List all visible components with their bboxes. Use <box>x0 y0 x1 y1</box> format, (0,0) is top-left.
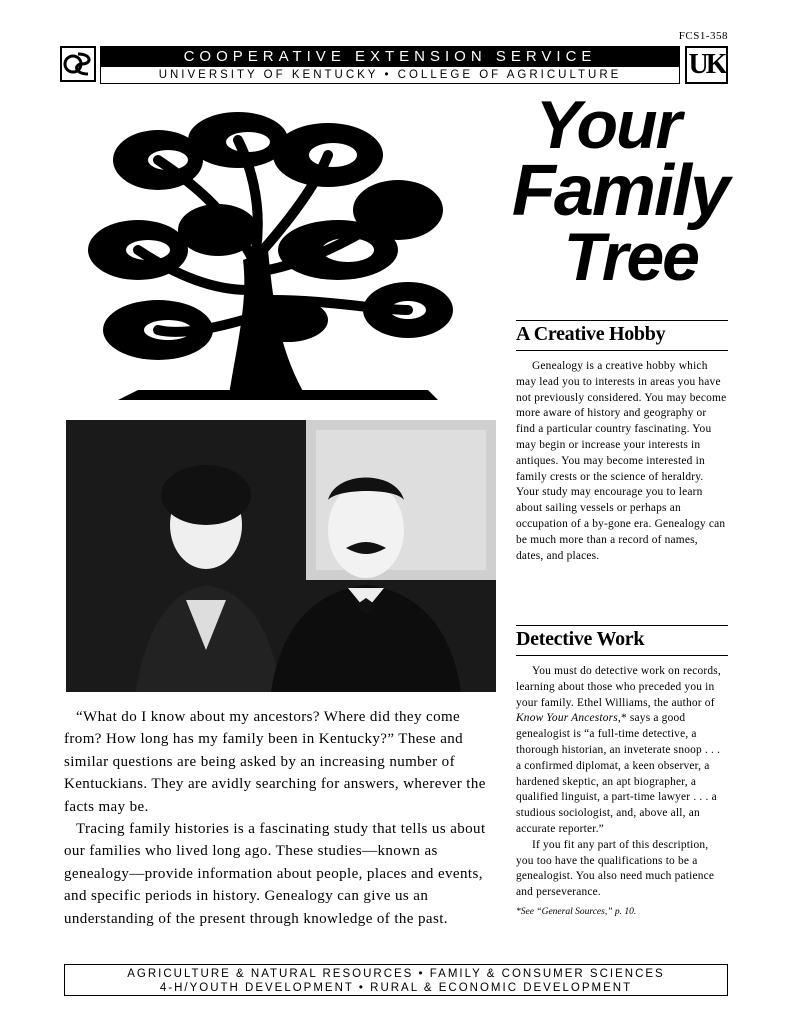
section-creative-hobby <box>516 320 728 564</box>
extension-service-title: COOPERATIVE EXTENSION SERVICE <box>101 47 679 67</box>
page-title <box>511 87 728 295</box>
program-areas-footer <box>64 964 728 996</box>
university-college-line: UNIVERSITY OF KENTUCKY • COLLEGE OF AGRICULTURE <box>158 69 622 81</box>
section-heading: Detective Work <box>516 625 728 656</box>
book-title: Know Your Ancestors <box>516 712 618 725</box>
footer-line-1: AGRICULTURE & NATURAL RESOURCES • FAMILY & CONSUMER SCIENCES <box>127 968 665 980</box>
section-body: Genealogy is a creative hobby which may lead you to interests in areas you have not previously considered. You may become more aware of history and geography or find a particular country fascinating. You may begin or increase your interests in antiques. You may become interested in family crests or the science of heraldry. Your study may encourage you to learn about sailing vessels or perhaps an occupation of a by-gone era. Genealogy can be much more than a record of names, dates, and places. <box>516 360 727 562</box>
section-detective-work <box>516 625 728 917</box>
section-body <box>516 664 728 838</box>
footnote: *See “General Sources,” p. 10. <box>516 906 637 917</box>
title-line-2: Family <box>511 151 728 231</box>
ancestors-portrait-photo <box>66 420 496 692</box>
body-text: ,* says a good genealogist is “a full-time detective, a thorough historian, an inveterate snoop . . . a confirmed diplomat, a keen observer, a hardened skeptic, an apt biographer, a qualified linguist, a part-time lawyer . . . a studious sociologist, and, above all, an accurate reporter.” <box>516 712 721 835</box>
tree-illustration <box>78 100 468 410</box>
section-heading: A Creative Hobby <box>516 320 728 351</box>
body-text: You must do detective work on records, learning about those who preceded you in your family. Ethel Williams, the author of <box>516 665 721 709</box>
extension-header <box>60 46 728 84</box>
intro-paragraph-1: “What do I know about my ancestors? Where did they come from? How long has my family been in Kentucky?” These and similar questions are being asked by an increasing number of Kentuckians. They are avidly searching for answers, wherever the facts may be. <box>64 709 486 815</box>
uk-logo: UK <box>685 46 728 84</box>
document-code: FCS1-358 <box>678 30 728 42</box>
extension-logo-icon <box>60 46 96 82</box>
section-body-2: If you fit any part of this description, you too have the qualifications to be a genealogist. You also need much patience and perseverance. <box>516 838 715 899</box>
header-band <box>100 46 680 84</box>
intro-paragraph-2: Tracing family histories is a fascinating study that tells us about our families who lived long ago. These studies—known as genealogy—provide information about people, places and events, and specific periods in history. Genealogy can give us an understanding of the present through knowledge of the past. <box>64 821 486 927</box>
title-line-1: Your <box>535 87 680 163</box>
footer-line-2: 4-H/YOUTH DEVELOPMENT • RURAL & ECONOMIC DEVELOPMENT <box>159 982 633 994</box>
title-line-3: Tree <box>563 219 698 295</box>
intro-text <box>64 706 496 930</box>
